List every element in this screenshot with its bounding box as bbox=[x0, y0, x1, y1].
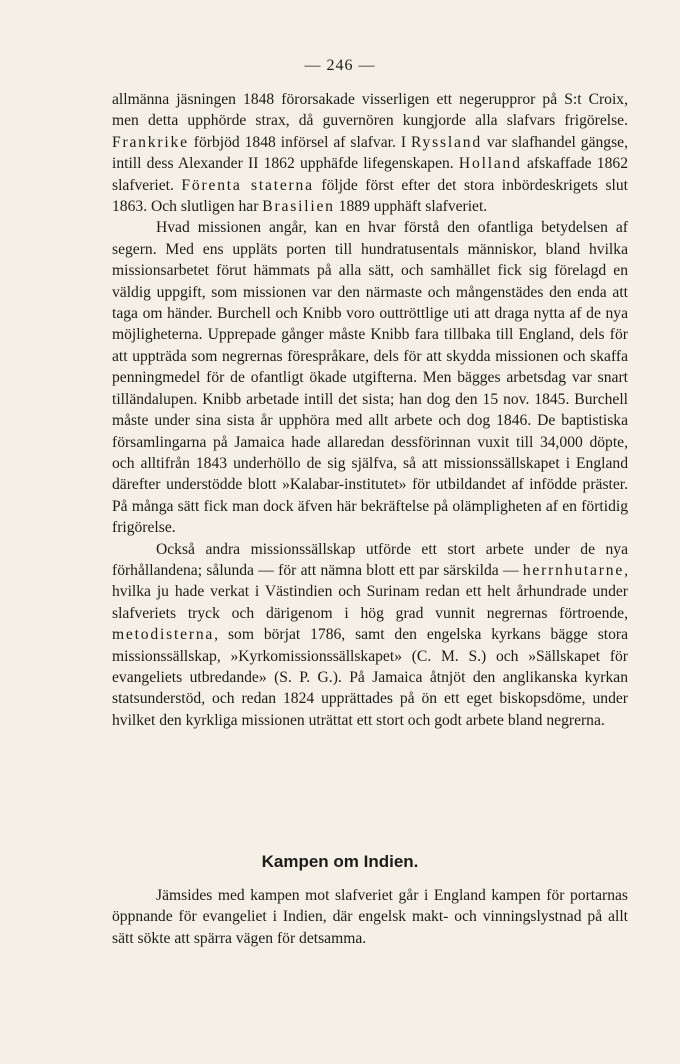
text-run: följde först efter det stora inbördeskrigets slut 1863. Och slutligen har bbox=[112, 176, 628, 216]
text-run: förbjöd 1848 införsel af slafvar. I bbox=[188, 133, 411, 151]
section-heading: Kampen om Indien. bbox=[261, 852, 419, 871]
text-run: afskaffade 1862 slafveriet. bbox=[112, 155, 628, 194]
text-run: 1889 upphäft slafveriet. bbox=[334, 198, 488, 216]
body-text bbox=[112, 89, 628, 731]
paragraph-india: Jämsides med kampen mot slafveriet går i England kampen för portarnas öppnande för evangeliet i Indien, där engelsk makt- och vinningslystnad på allt sätt sökte att spärra vägen för detsamma. bbox=[112, 887, 628, 947]
term-metodisterna: metodisterna bbox=[112, 626, 215, 644]
term-herrnhutarne: herrnhutarne bbox=[522, 561, 625, 579]
text-run: var slafhandel gängse, intill dess Alexander II 1862 upphäfde lifegenskapen. bbox=[112, 133, 628, 173]
country-name-france: Frankrike bbox=[112, 133, 189, 151]
page-number: — 246 — bbox=[304, 57, 376, 74]
text-run: allmänna jäsningen 1848 förorsakade visserligen ett negeruppror på S:t Croix, men detta upphörde strax, då guvernören kungjorde alla slafvars frigörelse. bbox=[112, 91, 628, 130]
country-name-holland: Holland bbox=[458, 155, 522, 173]
text-run: Hvad missionen angår, kan en hvar förstå den ofantliga betydelsen af segern. Med ens uppläts porten till hundratusentals människor, bland hvilka missionsarbetet förut hämmats på alla sätt, och samhället fick sig förelagd en väldig uppgift, som missionen var den närmaste och mångenstädes den enda att taga om händer. Burchell och Knibb voro outtröttlige uti att draga nytta af de nya möjligheterna. Upprepade gånger måste Knibb fara tillbaka till England, dels för att uppträda som negrernas förespråkare, dels för att skydda missionen och skaffa penningmedel för de ofantligt ökade utgifterna. Men bägges arbetsdag var snart tilländalupen. Knibb arbetade intill det sista; han dog den 15 nov. 1845. Burchell måste under sina sista år upphöra med allt arbete och dog 1846. De baptistiska församlingarna på Jamaica hade allaredan dessförinnan vuxit till 34,000 döpte, och alltifrån 1843 underhöllo de sig själfva, så att missionssällskapet i England därefter understödde blott »Kalabar-institutet» för utbildandet af infödde präster. På många sätt fick man dock äfven här bekräftelse på olämpligheten af en förtidig frigörelse. bbox=[112, 219, 628, 537]
section-body-text bbox=[112, 885, 628, 949]
paragraph-emancipation bbox=[112, 89, 628, 217]
text-run: , hvilka ju hade verkat i Västindien och Surinam redan ett helt århundrade under slafveriets tryck och därigenom i hög grad vunnit negrernas förtroende, bbox=[112, 561, 628, 622]
country-name-brazil: Brasilien bbox=[262, 198, 335, 216]
paragraph-mission-victory bbox=[112, 217, 628, 538]
text-run: Också andra missionssällskap utförde ett stort arbete under de nya förhållandena; sålunda — för att nämna blott ett par särskilda — bbox=[112, 540, 628, 579]
paragraph-other-societies bbox=[112, 539, 628, 732]
country-name-united-states: Förenta staterna bbox=[181, 176, 314, 194]
text-run: , som börjat 1786, samt den engelska kyrkans bägge stora missionssällskap, »Kyrkomissionssällskapet» (C. M. S.) och »Sällskapet för evangeliets utbredande» (S. P. G.). På Jamaica åtnjöt den anglikanska kyrkan statsunderstöd, och redan 1824 upprättades på ön ett eget biskopsdöme, under hvilket den kyrkliga missionen uträttat ett stort och godt arbete bland negrerna. bbox=[112, 626, 628, 729]
country-name-russia: Ryssland bbox=[410, 133, 482, 151]
